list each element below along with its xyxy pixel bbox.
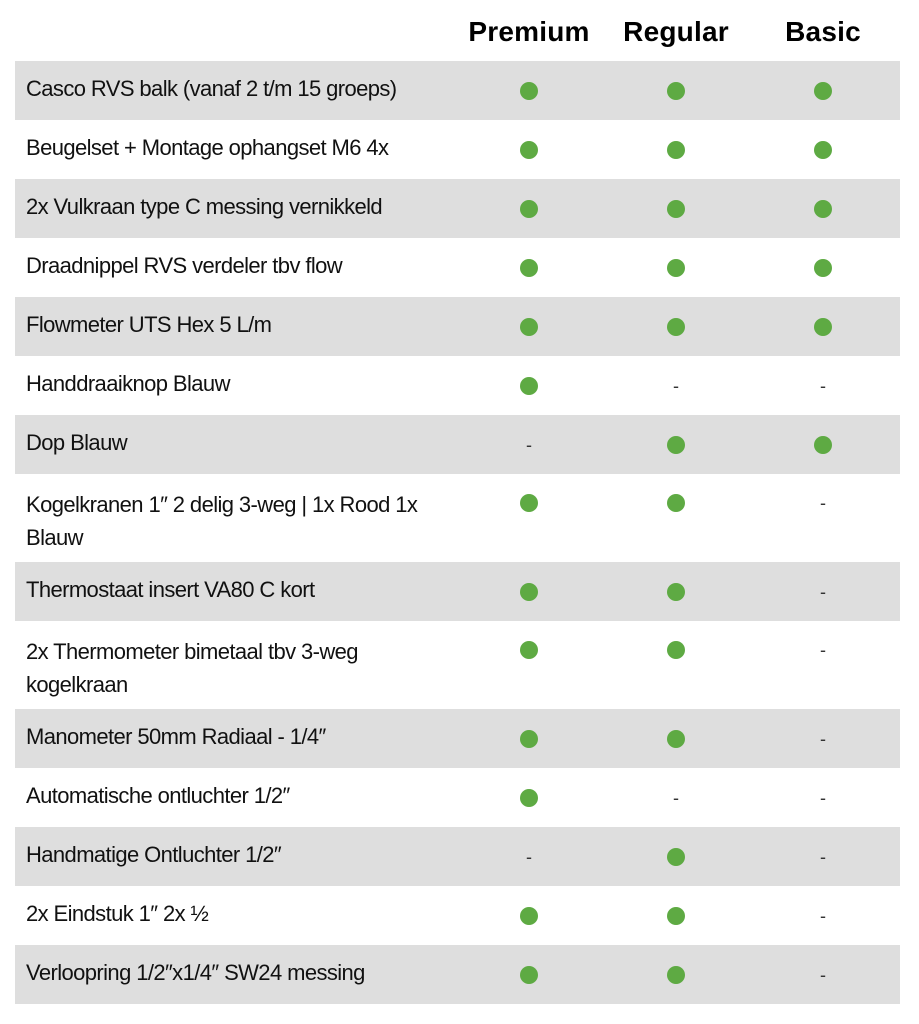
included-dot-icon — [814, 200, 832, 218]
included-dot-icon — [667, 318, 685, 336]
cell-premium — [499, 297, 559, 356]
cell-regular — [646, 238, 706, 297]
included-dot-icon — [667, 494, 685, 512]
included-dot-icon — [814, 141, 832, 159]
cell-basic — [793, 562, 853, 621]
row-label: Handdraaiknop Blauw — [26, 371, 230, 396]
not-included-dash: - — [673, 787, 679, 808]
included-dot-icon — [520, 200, 538, 218]
table-row — [15, 238, 900, 297]
not-included-dash: - — [820, 787, 826, 808]
table-row — [15, 120, 900, 179]
included-dot-icon — [520, 318, 538, 336]
included-dot-icon — [667, 436, 685, 454]
row-label: Casco RVS balk (vanaf 2 t/m 15 groeps) — [26, 76, 397, 101]
cell-regular — [646, 827, 706, 886]
not-included-dash: - — [820, 728, 826, 749]
row-label: Handmatige Ontluchter 1/2″ — [26, 842, 282, 867]
included-dot-icon — [520, 377, 538, 395]
table-row — [15, 621, 900, 709]
cell-basic — [793, 474, 853, 556]
cell-regular — [646, 621, 706, 703]
row-label: 2x Eindstuk 1″ 2x ½ — [26, 901, 209, 926]
row-label: Kogelkranen 1″ 2 delig 3-weg | 1x Rood 1x Blauw — [26, 492, 418, 550]
included-dot-icon — [667, 141, 685, 159]
not-included-dash: - — [820, 846, 826, 867]
table-row — [15, 886, 900, 945]
cell-premium — [499, 120, 559, 179]
included-dot-icon — [667, 200, 685, 218]
cell-premium — [499, 356, 559, 415]
included-dot-icon — [520, 789, 538, 807]
column-header-regular: Regular — [623, 16, 729, 47]
table-header — [0, 0, 919, 60]
included-dot-icon — [520, 907, 538, 925]
not-included-dash: - — [820, 964, 826, 985]
cell-basic — [793, 768, 853, 827]
cell-basic — [793, 179, 853, 238]
cell-regular — [646, 179, 706, 238]
row-label: Dop Blauw — [26, 430, 127, 455]
cell-basic — [793, 120, 853, 179]
column-header-basic: Basic — [785, 16, 861, 47]
cell-regular — [646, 415, 706, 474]
not-included-dash: - — [673, 375, 679, 396]
cell-basic — [793, 297, 853, 356]
cell-basic — [793, 621, 853, 703]
included-dot-icon — [520, 494, 538, 512]
row-label: Verloopring 1/2″x1/4″ SW24 messing — [26, 960, 365, 985]
cell-basic — [793, 945, 853, 1004]
cell-premium — [499, 179, 559, 238]
included-dot-icon — [667, 907, 685, 925]
cell-premium — [499, 238, 559, 297]
cell-regular — [646, 562, 706, 621]
row-label: Flowmeter UTS Hex 5 L/m — [26, 312, 272, 337]
cell-premium — [499, 415, 559, 474]
included-dot-icon — [667, 966, 685, 984]
table-row — [15, 356, 900, 415]
cell-premium — [499, 61, 559, 120]
table-row — [15, 945, 900, 1004]
included-dot-icon — [520, 641, 538, 659]
table-row — [15, 474, 900, 562]
cell-regular — [646, 886, 706, 945]
not-included-dash: - — [820, 375, 826, 396]
table-row — [15, 768, 900, 827]
table-row — [15, 562, 900, 621]
cell-basic — [793, 356, 853, 415]
cell-regular — [646, 297, 706, 356]
cell-regular — [646, 474, 706, 556]
table-row — [15, 827, 900, 886]
row-label: Manometer 50mm Radiaal - 1/4″ — [26, 724, 326, 749]
cell-basic — [793, 709, 853, 768]
cell-basic — [793, 415, 853, 474]
column-header-premium: Premium — [468, 16, 590, 47]
included-dot-icon — [814, 436, 832, 454]
not-included-dash: - — [526, 434, 532, 455]
included-dot-icon — [667, 583, 685, 601]
not-included-dash: - — [820, 493, 826, 513]
cell-regular — [646, 709, 706, 768]
cell-premium — [499, 886, 559, 945]
not-included-dash: - — [526, 846, 532, 867]
included-dot-icon — [520, 82, 538, 100]
cell-premium — [499, 562, 559, 621]
included-dot-icon — [520, 141, 538, 159]
cell-regular — [646, 356, 706, 415]
row-label: Draadnippel RVS verdeler tbv flow — [26, 253, 343, 278]
included-dot-icon — [667, 641, 685, 659]
row-label: Beugelset + Montage ophangset M6 4x — [26, 135, 389, 160]
included-dot-icon — [814, 82, 832, 100]
cell-premium — [499, 945, 559, 1004]
cell-basic — [793, 61, 853, 120]
table-row — [15, 179, 900, 238]
comparison-table — [15, 61, 900, 1004]
included-dot-icon — [814, 318, 832, 336]
cell-premium — [499, 709, 559, 768]
cell-premium — [499, 768, 559, 827]
not-included-dash: - — [820, 905, 826, 926]
included-dot-icon — [520, 966, 538, 984]
included-dot-icon — [667, 259, 685, 277]
cell-premium — [499, 621, 559, 703]
table-row — [15, 709, 900, 768]
included-dot-icon — [667, 730, 685, 748]
included-dot-icon — [667, 82, 685, 100]
cell-basic — [793, 827, 853, 886]
included-dot-icon — [814, 259, 832, 277]
row-label: 2x Thermometer bimetaal tbv 3-weg kogelkraan — [26, 639, 358, 697]
cell-basic — [793, 238, 853, 297]
cell-regular — [646, 120, 706, 179]
included-dot-icon — [667, 848, 685, 866]
table-row — [15, 297, 900, 356]
cell-premium — [499, 827, 559, 886]
cell-regular — [646, 768, 706, 827]
table-row — [15, 61, 900, 120]
cell-basic — [793, 886, 853, 945]
table-row — [15, 415, 900, 474]
cell-premium — [499, 474, 559, 556]
included-dot-icon — [520, 259, 538, 277]
not-included-dash: - — [820, 581, 826, 602]
row-label: 2x Vulkraan type C messing vernikkeld — [26, 194, 383, 219]
included-dot-icon — [520, 583, 538, 601]
not-included-dash: - — [820, 640, 826, 660]
row-label: Thermostaat insert VA80 C kort — [26, 577, 315, 602]
cell-regular — [646, 61, 706, 120]
cell-regular — [646, 945, 706, 1004]
included-dot-icon — [520, 730, 538, 748]
row-label: Automatische ontluchter 1/2″ — [26, 783, 290, 808]
